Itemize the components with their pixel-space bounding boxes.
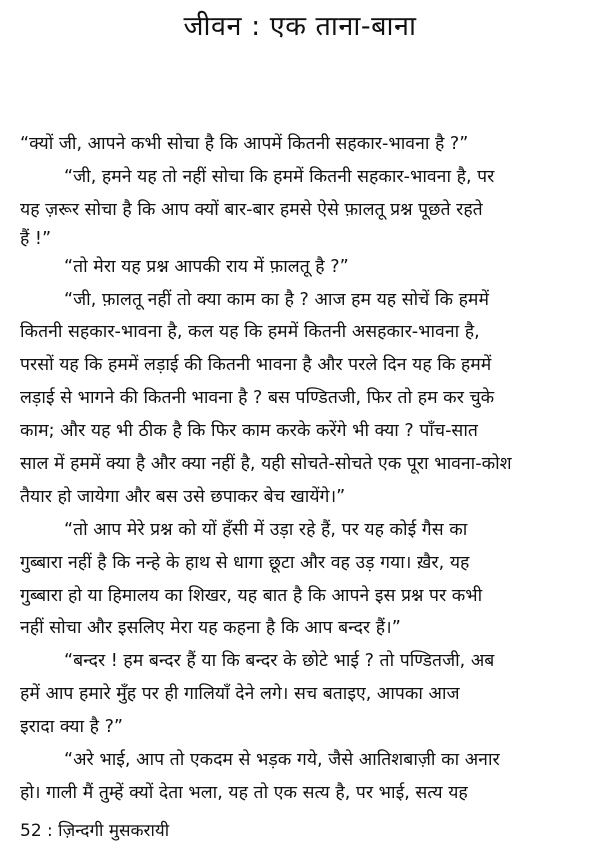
text-line: इरादा क्या है ?” [20,717,124,738]
text-line: “क्यों जी, आपने कभी सोचा है कि आपमें कितनी सहकार-भावना है ?” [20,134,469,154]
text-line: हैं !” [20,228,52,249]
text-line: “जी, फ़ालतू नहीं तो क्या काम का है ? आज हम यह सोचें कि हममें [64,289,489,310]
text-line: गुब्बारा नहीं है कि नन्हे के हाथ से धागा छूटा और वह उड़ गया। ख़ैर, यह [20,552,470,573]
text-line: काम; और यह भी ठीक है कि फिर काम करके करेंगे भी क्या ? पाँच-सात [20,421,478,442]
text-line: “तो आप मेरे प्रश्न को यों हँसी में उड़ा रहे हैं, पर यह कोई गैस का [64,519,468,540]
text-line: हो। गाली मैं तुम्हें क्यों देता भला, यह तो एक सत्य है, पर भाई, सत्य यह [20,782,468,803]
text-line: साल में हममें क्या है और क्या नहीं है, यही सोचते-सोचते एक पूरा भावना-कोश [20,454,512,475]
text-line: “जी, हमने यह तो नहीं सोचा कि हममें कितनी सहकार-भावना है, पर [64,166,495,187]
text-line: नहीं सोचा और इसलिए मेरा यह कहना है कि आप बन्दर हैं।” [20,618,401,639]
text-line: गुब्बारा हो या हिमालय का शिखर, यह बात है कि आपने इस प्रश्न पर कभी [20,585,483,606]
body-text [20,128,580,810]
text-line: “तो मेरा यह प्रश्न आपकी राय में फ़ालतू है ?” [64,256,349,277]
text-line: यह ज़रूर सोचा है कि आप क्यों बार-बार हमसे ऐसे फ़ालतू प्रश्न पूछते रहते [20,199,483,220]
text-line: लड़ाई से भागने की कितनी भावना है ? बस पण्डितजी, फिर तो हम कर चुके [20,388,495,409]
text-line: “बन्दर ! हम बन्दर हैं या कि बन्दर के छोटे भाई ? तो पण्डितजी, अब [64,651,495,672]
text-line: हमें आप हमारे मुँह पर ही गालियाँ देने लगे। सच बताइए, आपका आज [20,684,460,705]
text-line: परसों यह कि हममें लड़ाई की कितनी भावना है और परले दिन यह कि हममें [20,355,492,376]
chapter-title: जीवन : एक ताना-बाना [183,11,417,42]
text-line: तैयार हो जायेगा और बस उसे छपाकर बेच खायेंगे।” [20,486,346,507]
page-footer: 52 : ज़िन्दगी मुसकरायी [20,821,170,841]
text-line: “अरे भाई, आप तो एकदम से भड़क गये, जैसे आतिशबाज़ी का अनार [64,750,500,771]
text-line: कितनी सहकार-भावना है, कल यह कि हममें कितनी असहकार-भावना है, [20,322,480,343]
